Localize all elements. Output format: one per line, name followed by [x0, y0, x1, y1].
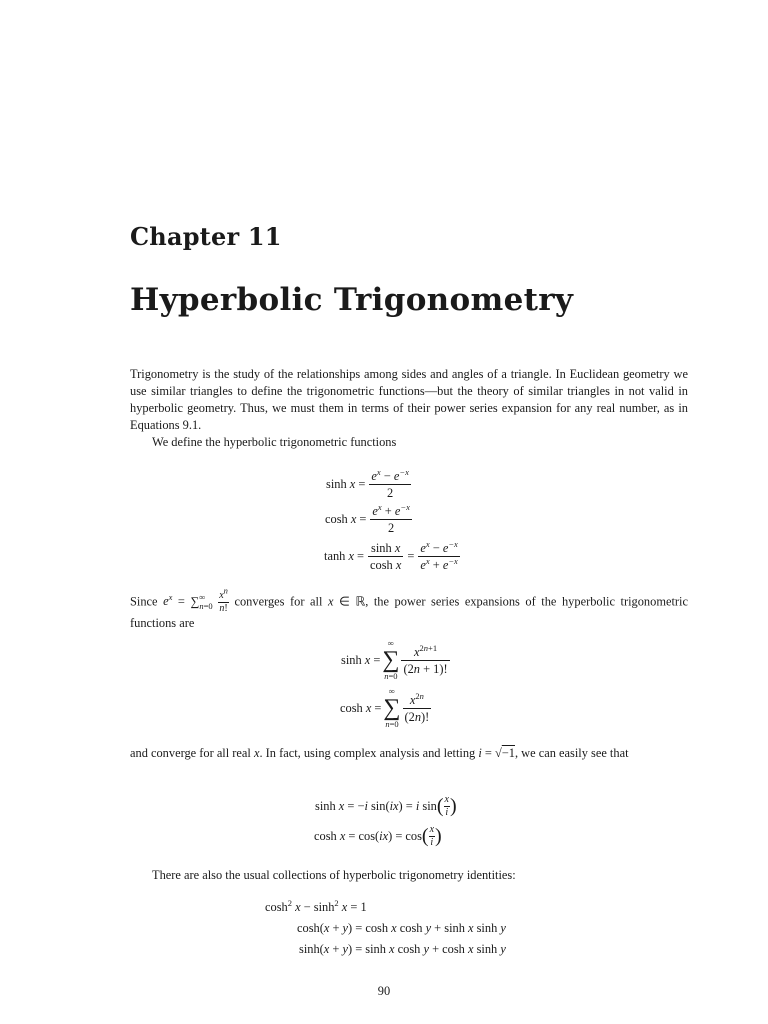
- define-line: We define the hyperbolic trigonometric functions: [152, 435, 397, 449]
- identities-paragraph: [130, 867, 688, 884]
- cosh-series: cosh x = ∞ ∑ n=0 $\frac{x^{2n}}{(2n)!}$: [340, 686, 430, 729]
- identity-sinh-sum: sinh(x + y) = sinh x cosh y + cosh x sinh y: [299, 942, 506, 956]
- cosh-definition: cosh x = $\frac{e^x + e^{-x}}{2}$: [325, 501, 410, 535]
- since-text-b: converges for all: [234, 594, 323, 609]
- converge-paragraph: and converge for all real x. In fact, using complex analysis and letting i = √−1, we can easily see that: [130, 746, 629, 760]
- intro-paragraph-block: [130, 366, 688, 451]
- intro-paragraph: Trigonometry is the study of the relationships among sides and angles of a triangle. In Euclidean geometry we use similar triangles to define the trigonometric functions—but the theory of similar triangles in not valid in hyperbolic geometry. Thus, we must them in terms of their power series expansion for any real number, as in Equations 9.1.: [130, 367, 688, 432]
- sinh-definition: sinh x = $\frac{e^x - e^{-x}}{2}$: [326, 466, 409, 500]
- since-paragraph: Since $e^x = \sum^\infty_{n=0}$ $\frac{x^n}{n!}$ converges for all x ∈ ℝ, the power series expansions of the hyperbolic trigonometric functions are: [130, 585, 688, 630]
- since-text-a: Since: [130, 594, 158, 609]
- page-number: 90: [377, 984, 391, 998]
- converge-text-b: . In fact, using complex analysis and letting: [259, 746, 476, 760]
- tanh-definition: tanh x = $\frac{\text{sinh x}}{\text{cosh x}}$ = $\frac{e^x - e^{-x}}{e^x + e^{-x}}$: [324, 538, 458, 572]
- converge-text-a: and converge for all real: [130, 746, 251, 760]
- identity-pythagorean: $\cosh^2 x - \sinh^2 x = 1$: [265, 897, 367, 914]
- chapter-label: Chapter 11: [130, 222, 282, 251]
- cosh-complex: cosh x = cos(ix) = cos ( $\frac{x}{i}$ ): [314, 824, 442, 848]
- identities-line: There are also the usual collections of hyperbolic trigonometry identities:: [152, 868, 516, 882]
- converge-text-c: , we can easily see that: [514, 746, 629, 760]
- identity-cosh-sum: cosh(x + y) = cosh x cosh y + sinh x sinh y: [297, 921, 506, 935]
- sinh-series: sinh x = ∞ ∑ n=0 $\frac{x^{2n+1}}{(2n + 1)!}$: [341, 638, 448, 681]
- since-text-c: , the power series expansions of the hyperbolic trigonometric functions are: [130, 594, 688, 630]
- chapter-title: Hyperbolic Trigonometry: [130, 282, 574, 318]
- sinh-complex: sinh x = −i sin(ix) = i sin ( $\frac{x}{i}$ ): [315, 794, 457, 818]
